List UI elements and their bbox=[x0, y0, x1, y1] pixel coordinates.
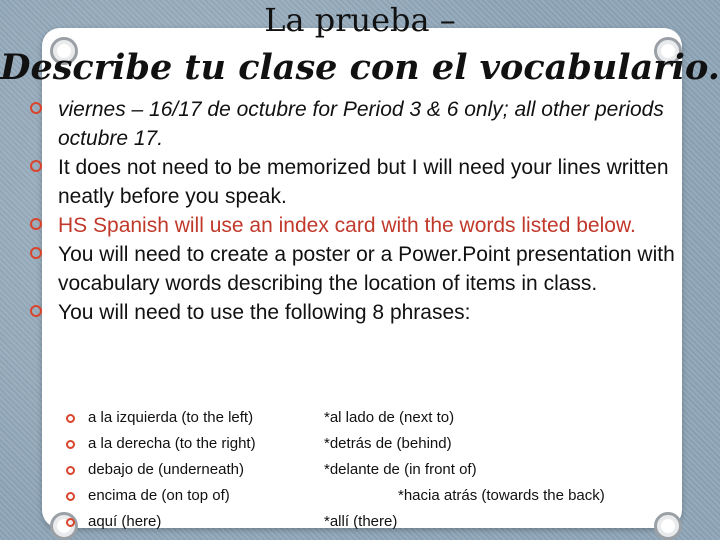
vocab-term: a la izquierda (to the left) bbox=[88, 409, 254, 426]
circle-bullet-icon bbox=[30, 102, 42, 114]
circle-bullet-icon bbox=[66, 492, 75, 501]
bullet-text: You will need to create a poster or a Power.Point presentation with vocabulary words describing the location of items in class. bbox=[58, 243, 675, 295]
vocab-row bbox=[66, 405, 686, 431]
circle-bullet-icon bbox=[66, 466, 75, 475]
circle-bullet-icon bbox=[30, 305, 42, 317]
bullet-item bbox=[30, 95, 690, 153]
vocab-term: a la derecha (to the right) bbox=[88, 435, 256, 452]
bullet-text: It does not need to be memorized but I will need your lines written neatly before you speak. bbox=[58, 156, 669, 208]
vocab-row bbox=[66, 431, 686, 457]
bullet-item bbox=[30, 153, 690, 211]
bullet-text: viernes – 16/17 de octubre for Period 3 & 6 only; all other periods octubre 17. bbox=[58, 98, 664, 150]
bullet-text: HS Spanish will use an index card with the words listed below. bbox=[58, 214, 636, 237]
vocab-term: *detrás de (behind) bbox=[324, 435, 452, 452]
vocab-list bbox=[66, 405, 686, 535]
bullet-item bbox=[30, 240, 690, 298]
vocab-term: *al lado de (next to) bbox=[324, 409, 455, 426]
circle-bullet-icon bbox=[66, 414, 75, 423]
bullet-item bbox=[30, 211, 690, 240]
slide-title: La prueba – bbox=[264, 1, 456, 39]
bullet-item bbox=[30, 298, 690, 327]
vocab-term: *hacia atrás (towards the back) bbox=[398, 487, 605, 504]
vocab-term: encima de (on top of) bbox=[88, 487, 230, 504]
vocab-term: aquí (here) bbox=[88, 513, 162, 530]
circle-bullet-icon bbox=[66, 518, 75, 527]
vocab-row bbox=[66, 457, 686, 483]
bullet-text: You will need to use the following 8 phrases: bbox=[58, 301, 471, 324]
vocab-term: *delante de (in front of) bbox=[324, 461, 477, 478]
vocab-term: debajo de (underneath) bbox=[88, 461, 244, 478]
slide-subtitle: Describe tu clase con el vocabulario. bbox=[0, 47, 720, 88]
vocab-row bbox=[66, 509, 686, 535]
circle-bullet-icon bbox=[66, 440, 75, 449]
circle-bullet-icon bbox=[30, 247, 42, 259]
circle-bullet-icon bbox=[30, 160, 42, 172]
circle-bullet-icon bbox=[30, 218, 42, 230]
bullet-list bbox=[30, 95, 690, 327]
vocab-row bbox=[66, 483, 686, 509]
vocab-term: *allí (there) bbox=[324, 513, 398, 530]
